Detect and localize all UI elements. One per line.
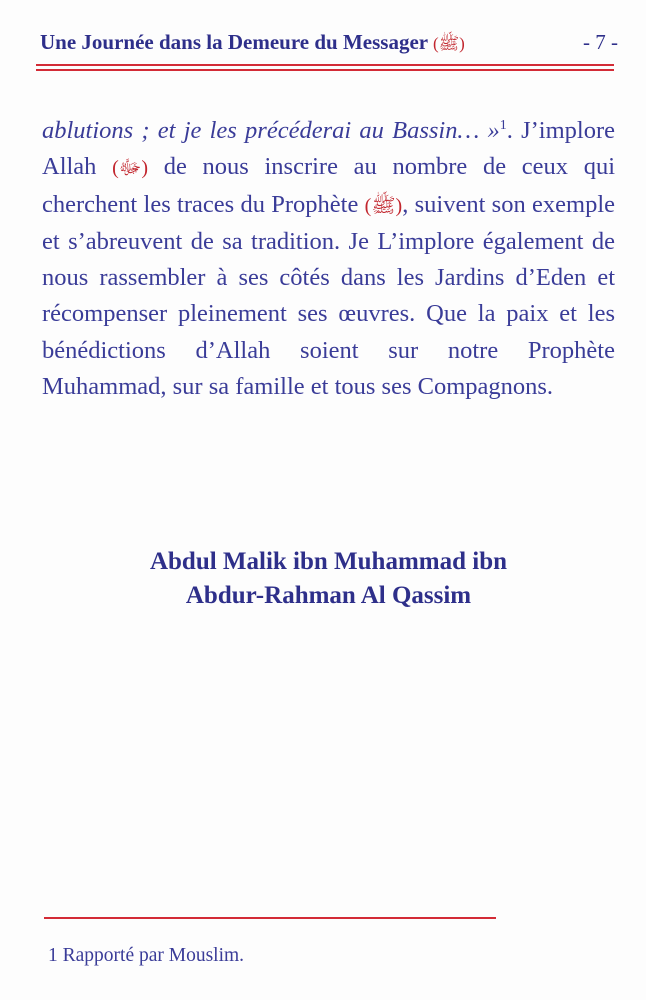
book-title-text: Une Journée dans la Demeure du Messager bbox=[40, 30, 428, 54]
book-title bbox=[40, 30, 465, 58]
footnote: 1 Rapporté par Mouslim. bbox=[48, 945, 245, 966]
footnote-rule bbox=[44, 917, 496, 919]
header-rule bbox=[36, 64, 614, 66]
prophet-seal-icon: (ﷺ) bbox=[432, 34, 465, 53]
body-text-segment: , suivent son exemple et s’abreuvent de sa tradition. Je L’implore également de nous rassembler à ses côtés dans les Jardins d’Eden et récompenser pleinement ses œuvres. Que la paix et les bénédictions d’Allah soient sur notre Prophète Muhammad, sur sa famille et tous ses Compagnons. bbox=[42, 190, 616, 401]
quote-ending: ablutions ; et je les précéderai au Bassin… » bbox=[42, 117, 500, 144]
running-header bbox=[40, 24, 620, 64]
footnote-ref[interactable]: 1 bbox=[499, 117, 507, 133]
author-name-line: Abdur-Rahman Al Qassim bbox=[185, 582, 472, 609]
page-number: - 7 - bbox=[583, 30, 618, 54]
body-text-segment: de nous inscrire au nombre de ceux qui cherchent les traces du Prophète bbox=[42, 153, 616, 218]
author-signature bbox=[42, 545, 615, 613]
body-text-segment: . J’implore Allah bbox=[42, 117, 615, 181]
prophet-seal-icon: (ﷺ) bbox=[364, 194, 403, 217]
body-paragraph bbox=[42, 113, 615, 405]
header-rule bbox=[36, 69, 614, 71]
author-name-line: Abdul Malik ibn Muhammad ibn bbox=[149, 548, 508, 575]
allah-seal-icon: (ﷻ) bbox=[112, 157, 149, 180]
